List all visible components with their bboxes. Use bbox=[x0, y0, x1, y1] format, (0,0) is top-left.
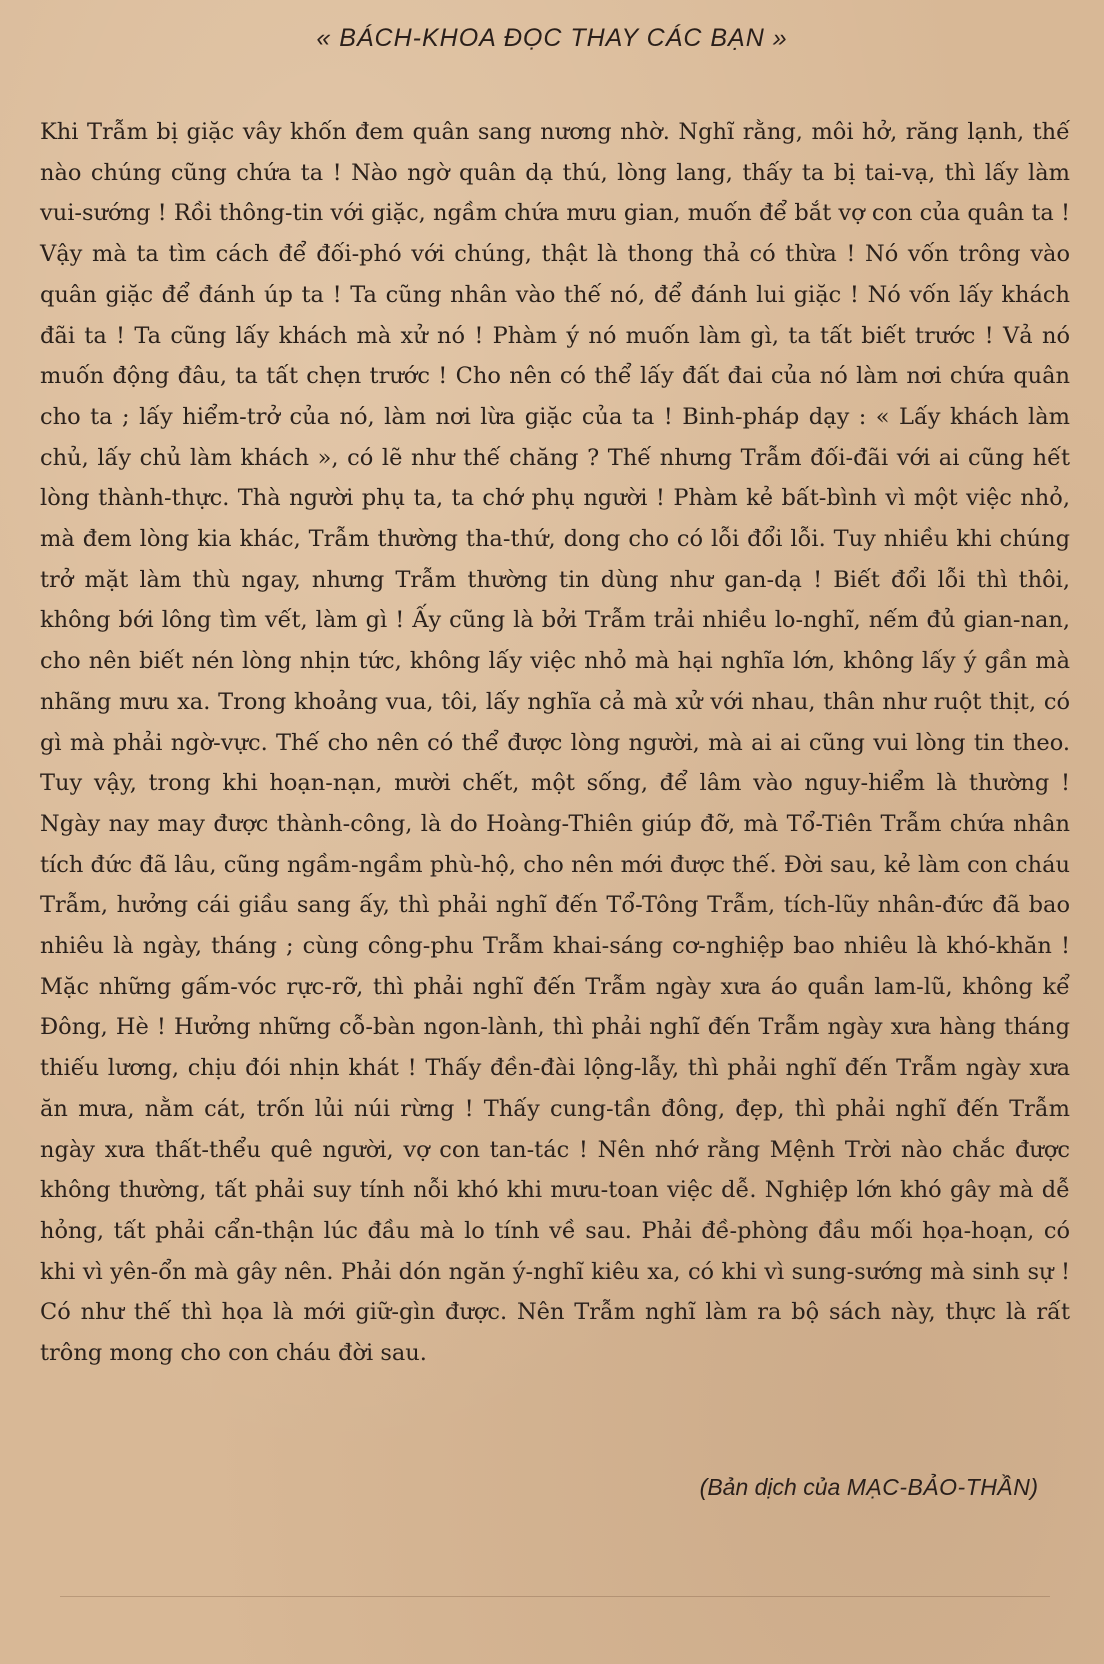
page-divider bbox=[60, 1596, 1050, 1597]
page-header bbox=[0, 24, 1104, 53]
translator-name: MẠC-BẢO-THẦN bbox=[846, 1474, 1031, 1500]
translator-credit bbox=[700, 1474, 1038, 1501]
article-paragraph: Khi Trẫm bị giặc vây khốn đem quân sang nương nhờ. Nghĩ rằng, môi hở, răng lạnh, thế nào chúng cũng chứa ta ! Nào ngờ quân dạ thú, lòng lang, thấy ta bị tai-vạ, thì lấy làm vui-sướng ! Rồi thông-tin với giặc, ngầm chứa mưu gian, muốn để bắt vợ con của quân ta ! Vậy mà ta tìm cách để đối-phó với chúng, thật là thong thả có thừa ! Nó vốn trông vào quân giặc để đánh úp ta ! Ta cũng nhân vào thế nó, để đánh lui giặc ! Nó vốn lấy khách đãi ta ! Ta cũng lấy khách mà xử nó ! Phàm ý nó muốn làm gì, ta tất biết trước ! Vả nó muốn động đâu, ta tất chẹn trước ! Cho nên có thể lấy đất đai của nó làm nơi chứa quân cho ta ; lấy hiểm-trở của nó, làm nơi lừa giặc của ta ! Binh-pháp dạy : « Lấy khách làm chủ, lấy chủ làm khách », có lẽ như thế chăng ? Thế nhưng Trẫm đối-đãi với ai cũng hết lòng thành-thực. Thà người phụ ta, ta chớ phụ người ! Phàm kẻ bất-bình vì một việc nhỏ, mà đem lòng kia khác, Trẫm thường tha-thứ, dong cho có lỗi đổi lỗi. Tuy nhiều khi chúng trở mặt làm thù ngay, nhưng Trẫm thường tin dùng như gan-dạ ! Biết đổi lỗi thì thôi, không bới lông tìm vết, làm gì ! Ấy cũng là bởi Trẫm trải nhiều lo-nghĩ, nếm đủ gian-nan, cho nên biết nén lòng nhịn tức, không lấy việc nhỏ mà hại nghĩa lớn, không lấy ý gần mà nhãng mưu xa. Trong khoảng vua, tôi, lấy nghĩa cả mà xử với nhau, thân như ruột thịt, có gì mà phải ngờ-vực. Thế cho nên có thể được lòng người, mà ai ai cũng vui lòng tin theo. Tuy vậy, trong khi hoạn-nạn, mười chết, một sống, để lâm vào nguy-hiểm là thường ! Ngày nay may được thành-công, là do Hoàng-Thiên giúp đỡ, mà Tổ-Tiên Trẫm chứa nhân tích đức đã lâu, cũng ngầm-ngầm phù-hộ, cho nên mới được thế. Đời sau, kẻ làm con cháu Trẫm, hưởng cái giầu sang ấy, thì phải nghĩ đến Tổ-Tông Trẫm, tích-lũy nhân-đức đã bao nhiêu là ngày, tháng ; cùng công-phu Trẫm khai-sáng cơ-nghiệp bao nhiêu là khó-khăn ! Mặc những gấm-vóc rực-rỡ, thì phải nghĩ đến Trẫm ngày xưa áo quần lam-lũ, không kể Đông, Hè ! Hưởng những cỗ-bàn ngon-lành, thì phải nghĩ đến Trẫm ngày xưa hàng tháng thiếu lương, chịu đói nhịn khát ! Thấy đền-đài lộng-lẫy, thì phải nghĩ đến Trẫm ngày xưa ăn mưa, nằm cát, trốn lủi núi rừng ! Thấy cung-tần đông, đẹp, thì phải nghĩ đến Trẫm ngày xưa thất-thểu quê người, vợ con tan-tác ! Nên nhớ rằng Mệnh Trời nào chắc được không thường, tất phải suy tính nỗi khó khi mưu-toan việc dễ. Nghiệp lớn khó gây mà dễ hỏng, tất phải cẩn-thận lúc đầu mà lo tính về sau. Phải đề-phòng đầu mối họa-hoạn, có khi vì yên-ổn mà gây nên. Phải dón ngăn ý-nghĩ kiêu xa, có khi vì sung-sướng mà sinh sự ! Có như thế thì họa là mới giữ-gìn được. Nên Trẫm nghĩ làm ra bộ sách này, thực là rất trông mong cho con cháu đời sau. bbox=[40, 119, 1070, 1367]
credit-prefix: (Bản dịch của bbox=[699, 1474, 847, 1500]
article-body bbox=[40, 112, 1070, 1374]
credit-suffix: ) bbox=[1030, 1474, 1038, 1500]
header-title: « BÁCH-KHOA ĐỌC THAY CÁC BẠN » bbox=[316, 24, 788, 52]
